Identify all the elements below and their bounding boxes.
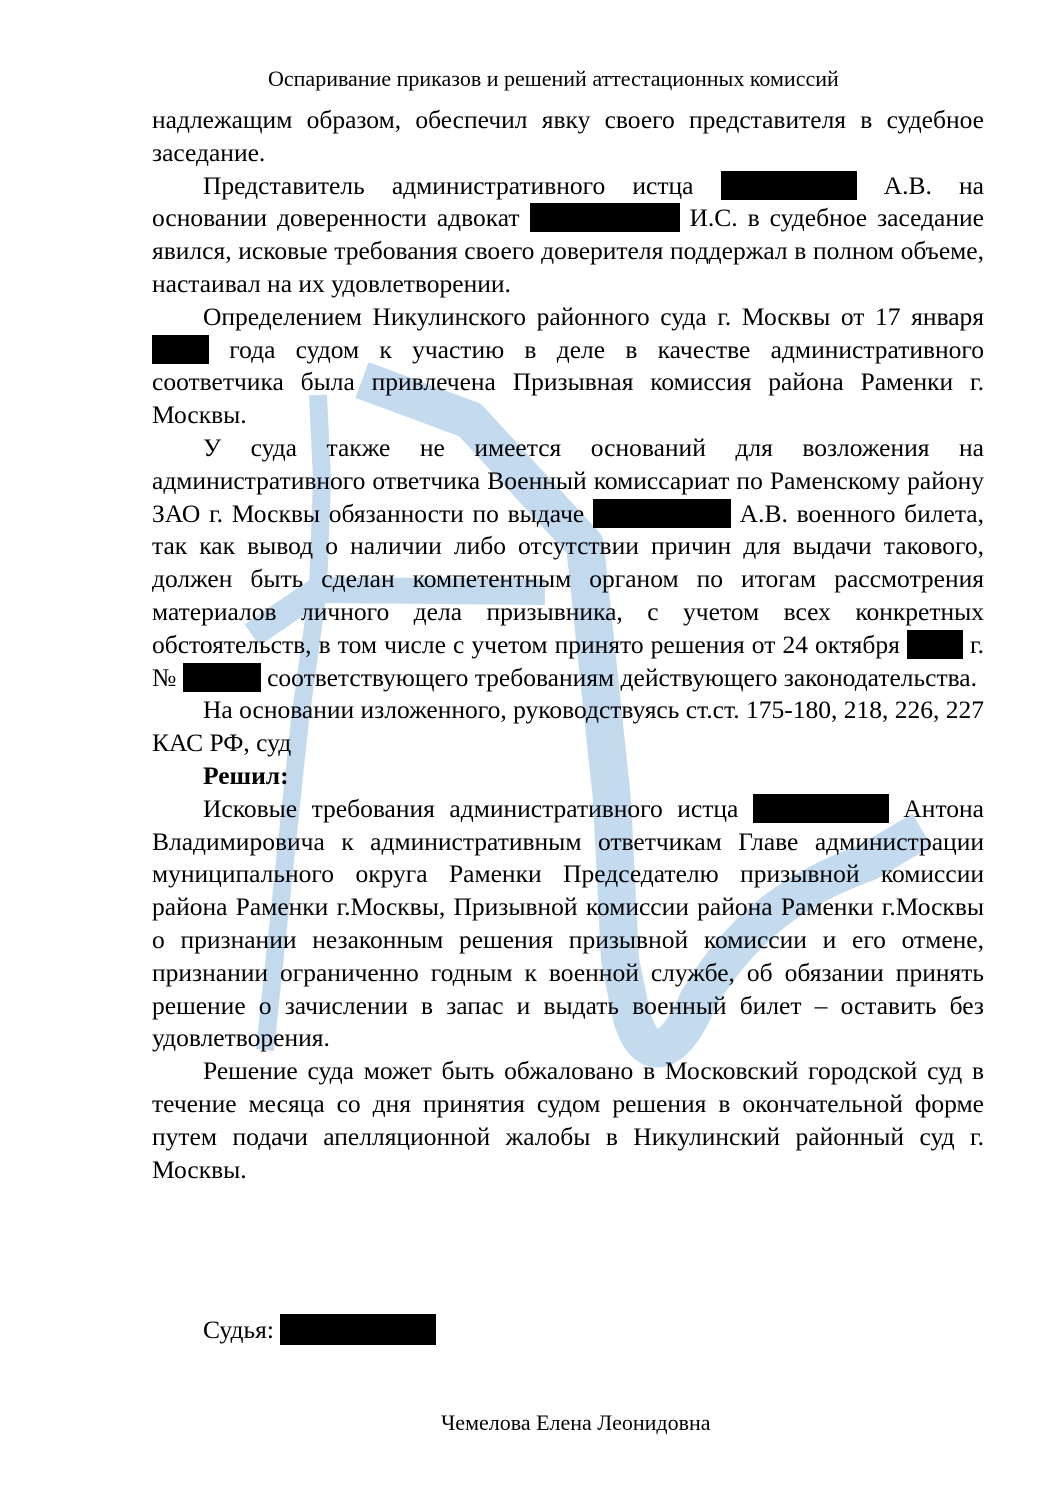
decision-heading: Решил: <box>203 760 289 790</box>
text-fragment: года судом к участию в деле в качестве административного соответчика была привлечена Призывная комиссия района Раменки г. Москвы. <box>152 334 984 430</box>
redaction-block <box>280 1314 436 1345</box>
redaction-block <box>183 663 261 692</box>
document-body <box>152 104 984 1186</box>
page-header: Оспаривание приказов и решений аттестационных комиссий <box>268 66 839 91</box>
paragraph-representative <box>152 170 984 301</box>
text-fragment: А.В. на основании доверенности адвокат <box>152 170 985 233</box>
redaction-block <box>593 499 731 528</box>
redaction-block <box>721 171 857 200</box>
text-fragment: Антона Владимировича к административным ответчикам Главе администрации муниципального округа Раменки Председателю призывной комиссии района Раменки г.Москвы, Призывной комиссии района Раменки г.Москвы о признании незаконным решения призывной комиссии и его отмене, признании ограниченно годным к военной службе, об обязании принять решение о зачислении в запас и выдать военный билет – оставить без удовлетворения. <box>152 793 984 1053</box>
paragraph-appeal <box>152 1055 984 1186</box>
text-fragment: На основании изложенного, руководствуясь ст.ст. 175-180, 218, 226, 227 КАС РФ, суд <box>152 695 984 758</box>
text-fragment: А.В. военного билета, так как вывод о наличии либо отсутствии причин для выдачи такового, должен быть сделан компетентным органом по итогам рассмотрения материалов личного дела призывника, с учетом всех конкретных обстоятельств, в том числе с учетом принято решения от 24 октября <box>152 498 984 659</box>
paragraph-continuation <box>152 104 984 170</box>
paragraph-decision <box>152 793 984 1055</box>
paragraph-grounds <box>152 432 984 694</box>
text-fragment: соответствующего требованиям действующего законодательства. <box>260 662 977 692</box>
text-fragment: У суда также не имеется оснований для возложения на административного ответчика Военный комиссариат по Раменскому району ЗАО г. Москвы обязанности по выдаче <box>152 432 984 528</box>
text-fragment: Решение суда может быть обжаловано в Московский городской суд в течение месяца со дня принятия судом решения в окончательной форме путем подачи апелляционной жалобы в Никулинский районный суд г. Москвы. <box>152 1056 984 1184</box>
page-footer: Чемелова Елена Леонидовна <box>441 1410 711 1435</box>
paragraph-court-determination <box>152 301 984 432</box>
redaction-block <box>907 630 963 659</box>
redaction-block <box>530 203 680 232</box>
text-fragment: г. № <box>152 629 984 692</box>
text-fragment: Исковые требования административного истца <box>203 793 753 823</box>
text-fragment: надлежащим образом, обеспечил явку своего представителя в судебное заседание. <box>152 105 984 167</box>
text-fragment: Представитель административного истца <box>203 170 721 200</box>
redaction-block <box>152 335 209 364</box>
text-fragment: Определением Никулинского районного суда г. Москвы от 17 января <box>203 301 984 331</box>
judge-signature-line <box>203 1313 436 1347</box>
signature-label: Судья: <box>203 1315 281 1344</box>
text-fragment: И.С. в судебное заседание явился, исковые требования своего доверителя поддержал в полном объеме, настаивал на их удовлетворении. <box>152 203 984 298</box>
paragraph-legal-basis <box>152 694 984 760</box>
redaction-block <box>753 794 889 823</box>
